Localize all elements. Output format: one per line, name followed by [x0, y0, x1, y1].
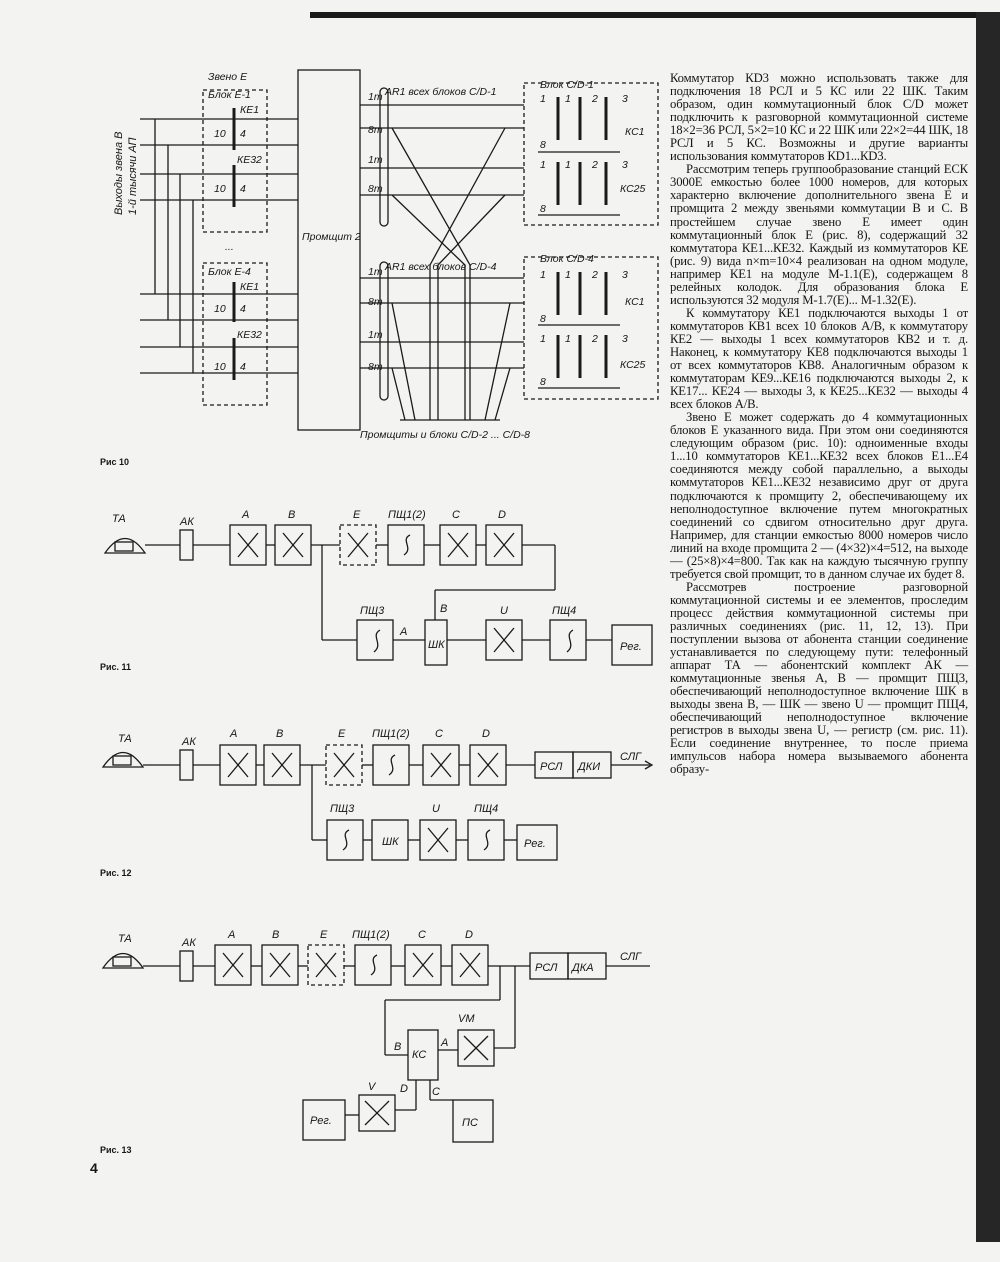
n4-label: 4	[240, 183, 246, 195]
ta-label: ТА	[112, 513, 126, 525]
c-label: С	[452, 509, 460, 521]
ke1-label: КЕ1	[240, 281, 260, 293]
slg-label: СЛГ	[620, 951, 642, 963]
n1-label: 1	[565, 333, 571, 345]
psh12-label: ПЩ1(2)	[372, 728, 410, 740]
n1-label: 1	[565, 269, 571, 281]
n8-label: 8	[540, 313, 546, 325]
psh4-label: ПЩ4	[474, 803, 499, 815]
t1-label: 1т	[368, 329, 383, 341]
b-label: В	[272, 929, 280, 941]
figure-13	[100, 920, 665, 1160]
zveno-e-label: Звено Е	[208, 71, 248, 83]
t8-label: 8т	[368, 124, 383, 136]
reg-label: Рег.	[524, 838, 546, 850]
n1-label: 1	[565, 159, 571, 171]
kc1-label: КС1	[625, 126, 645, 138]
kc-label: КС	[412, 1049, 427, 1061]
n4-label: 4	[240, 128, 246, 140]
blok-e1-label: Блок Е-1	[208, 89, 251, 101]
t1-label: 1т	[368, 91, 383, 103]
a-label: А	[228, 929, 236, 941]
c2-label: С	[432, 1086, 440, 1098]
kc25-label: КС25	[620, 359, 646, 371]
dots-label: ...	[225, 241, 234, 253]
paragraph: Рассмотрим теперь группообразование станций ЕСК 3000Е емкостью более 1000 номеров, для которых характерно включение дополнительного звена Е и промщита 2 между звеньями коммутации В и С. В простейшем случае звено Е имеет один коммутационный блок Е (рис. 8), содержащий 32 коммутатора КЕ1...КЕ32. Каждый из коммутаторов КЕ (рис. 9) вида n×m=10×4 реализован на одном модуле, например КЕ1 на модуле М-1.1(Е), содержащем 8 релейных колодок. Для образования блока Е используются 32 модуля М-1.7(Е)... М-1.32(Е).	[670, 162, 968, 307]
n4-label: 4	[240, 361, 246, 373]
a-label: А	[242, 509, 250, 521]
vertical-label-1: Выходы звена В	[113, 131, 125, 215]
n8-label: 8	[540, 203, 546, 215]
d-label: D	[482, 728, 490, 740]
psh3-label: ПЩ3	[330, 803, 355, 815]
ke32-label: КЕ32	[237, 154, 262, 166]
figure-12	[100, 722, 665, 867]
n10-label: 10	[214, 361, 226, 373]
psh4-label: ПЩ4	[552, 605, 577, 617]
n2-label: 2	[592, 333, 598, 345]
b2-label: В	[394, 1041, 402, 1053]
paragraph: Коммутатор КD3 можно использовать также для подключения 18 РСЛ и 5 КС или 22 ШК. Таким образом, один коммутационный блок С/D может подключить к разговорной коммутационной системе 18×2=36 РСЛ, 5×2=10 КС и 22 ШК или 22×2=44 ШК, 18 РСЛ и 5 КС. Возможны и другие варианты использования коммутаторов КD1...КD3.	[670, 71, 968, 164]
d-label: D	[465, 929, 473, 941]
ke1-label: КЕ1	[240, 104, 260, 116]
vertical-label-2: 1-й тысячи АП	[127, 137, 139, 215]
b2-label: В	[440, 603, 448, 615]
a-label: А	[230, 728, 238, 740]
u-label: U	[432, 803, 440, 815]
rsl-label: РСЛ	[540, 761, 563, 773]
ak-label: АК	[182, 736, 196, 748]
t8-label: 8т	[368, 361, 383, 373]
n10-label: 10	[214, 183, 226, 195]
psh12-label: ПЩ1(2)	[388, 509, 426, 521]
n1-label: 1	[540, 93, 546, 105]
t8-label: 8т	[368, 183, 383, 195]
n1-label: 1	[540, 159, 546, 171]
slg-label: СЛГ	[620, 751, 642, 763]
a2-label: А	[441, 1037, 449, 1049]
shk-label: ШК	[382, 836, 399, 848]
n8-label: 8	[540, 139, 546, 151]
rsl-label: РСЛ	[535, 962, 558, 974]
n3-label: 3	[622, 93, 628, 105]
figure-11	[100, 505, 665, 675]
a2-label: А	[400, 626, 408, 638]
reg-label: Рег.	[620, 641, 642, 653]
caption-fig10: Рис 10	[100, 457, 130, 467]
n2-label: 2	[592, 159, 598, 171]
caption-fig13: Рис. 13	[100, 1145, 132, 1155]
t1-label: 1т	[368, 266, 383, 278]
shk-label: ШК	[428, 639, 445, 651]
c-label: С	[418, 929, 426, 941]
c-label: С	[435, 728, 443, 740]
e-label: Е	[320, 929, 328, 941]
d-label: D	[498, 509, 506, 521]
kc1-label: КС1	[625, 296, 645, 308]
d2-label: D	[400, 1083, 408, 1095]
n3-label: 3	[622, 333, 628, 345]
n2-label: 2	[592, 269, 598, 281]
ta-label: ТА	[118, 733, 132, 745]
ak-label: АК	[180, 516, 194, 528]
blok-cd1-label: Блок С/D-1	[540, 79, 594, 91]
ak-label: АК	[182, 937, 196, 949]
n10-label: 10	[214, 128, 226, 140]
n1-label: 1	[540, 333, 546, 345]
paragraph: К коммутатору КЕ1 подключаются выходы 1 от коммутаторов КВ1 всех 10 блоков А/В, к коммутатору КЕ2 — выходы 1 всех коммутаторов КВ2 и т. д. Наконец, к коммутатору КЕ8 подключаются выходы 1 от всех коммутаторов КВ8. Аналогичным образом к коммутаторам КЕ9...КЕ16 подключаются выходы 2, к КЕ17... КЕ24 — выходы 3, к КЕ25...КЕ32 — выходы 4 всех блоков А/В.	[670, 305, 968, 412]
dka-label: ДКА	[572, 962, 594, 974]
article-text-column	[670, 72, 968, 777]
bottom-caption-label: Промщиты и блоки С/D-2 ... С/D-8	[360, 429, 530, 441]
n8-label: 8	[540, 376, 546, 388]
e-label: Е	[353, 509, 361, 521]
ar1-bottom-label: AR1 всех блоков С/D-4	[385, 261, 497, 273]
caption-fig12: Рис. 12	[100, 868, 132, 878]
n2-label: 2	[592, 93, 598, 105]
n1-label: 1	[540, 269, 546, 281]
n1-label: 1	[565, 93, 571, 105]
n4-label: 4	[240, 303, 246, 315]
t8-label: 8т	[368, 296, 383, 308]
n3-label: 3	[622, 159, 628, 171]
dki-label: ДКИ	[578, 761, 601, 773]
t1-label: 1т	[368, 154, 383, 166]
b-label: В	[276, 728, 284, 740]
n3-label: 3	[622, 269, 628, 281]
u-label: U	[500, 605, 508, 617]
figure-10	[100, 62, 670, 452]
blok-e4-label: Блок Е-4	[208, 266, 251, 278]
ar1-top-label: AR1 всех блоков С/D-1	[385, 86, 497, 98]
promshchit-label: Промщит 2	[302, 231, 361, 243]
vm-label: VM	[458, 1013, 475, 1025]
b-label: В	[288, 509, 296, 521]
e-label: Е	[338, 728, 346, 740]
paragraph: Рассмотрев построение разговорной коммутационной системы и ее элементов, проследим процесс действия коммутационной системы при различных соединениях (рис. 11, 12, 13). При поступлении вызова от абонента станции соединение устанавливается по следующему пути: телефонный аппарат ТА — абонентский комплект АК — коммутационные звенья А, В — промщит ПЩ3, обеспечивающий неполнодоступное включение ШК в выходы звена В, — ШК — звено U — промщит ПЩ4, обеспечивающий неполнодоступное включение регистров в выходы звена U, — регистр (см. рис. 11). Если соединение внутреннее, то после приема импульсов набора номера вызываемого абонента образу-	[670, 579, 968, 777]
caption-fig11: Рис. 11	[100, 662, 132, 672]
blok-cd4-label: Блок С/D-4	[540, 253, 594, 265]
top-rule	[310, 12, 980, 18]
kc25-label: КС25	[620, 183, 646, 195]
reg-label: Рег.	[310, 1115, 332, 1127]
paragraph: Звено Е может содержать до 4 коммутационных блоков Е указанного вида. При этом они соединяются следующим образом (рис. 10): одноименные входы 1...10 коммутаторов КЕ1...КЕ32 всех блоков Е1...Е4 соединяются между собой параллельно, а выходы коммутаторов КЕ1...КЕ32 независимо друг от друга подключаются к промщиту 2, обеспечивающему их неполнодоступное включение путем многократных соединений со сдвигом относительно друг друга. Например, для станции емкостью 8000 номеров число линий на входе промщита 2 — (4×32)×4=512, на выходе — (25×8)×4=800. Так как на каждую тысячную группу требуется свой промщит, то в данном случае их будет 8.	[670, 410, 968, 581]
right-edge-band	[976, 12, 1000, 1242]
n10-label: 10	[214, 303, 226, 315]
psh3-label: ПЩ3	[360, 605, 385, 617]
ke32-label: КЕ32	[237, 329, 262, 341]
ta-label: ТА	[118, 933, 132, 945]
psh12-label: ПЩ1(2)	[352, 929, 390, 941]
v-label: V	[368, 1081, 376, 1093]
ps-label: ПС	[462, 1117, 478, 1129]
page-number: 4	[90, 1160, 98, 1176]
